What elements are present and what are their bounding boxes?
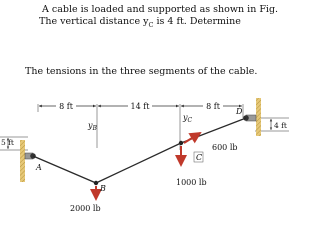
problem-line-2-text: The vertical distance y (39, 16, 149, 27)
label-d: D (236, 107, 243, 116)
problem-line-2-subscript: C (148, 20, 154, 29)
problem-line-2-rest: is 4 ft. Determine (153, 16, 241, 27)
dimension-label-right: 4 ft (274, 121, 287, 130)
wall-d (256, 98, 261, 136)
wall-a (20, 140, 25, 182)
load-arrow-c-horizontal (184, 133, 200, 143)
dimension-label-ab: 8 ft (59, 102, 73, 111)
point-c-node (179, 141, 183, 145)
question-text: The tensions in the three segments of the cable. (25, 66, 258, 77)
dimension-label-left: 5 ft (1, 138, 14, 147)
dimension-label-cd: 8 ft (206, 102, 220, 111)
label-yb (87, 121, 98, 132)
label-yc-subscript: C (187, 117, 193, 124)
load-label-c-horizontal: 600 lb (212, 143, 238, 152)
label-yb-subscript: B (92, 125, 97, 132)
load-label-c-vertical: 1000 lb (176, 178, 207, 187)
label-yc-main: y (183, 113, 188, 122)
dimension-label-bc: 14 ft (130, 102, 150, 111)
label-c: C (196, 153, 203, 162)
label-b: B (100, 184, 106, 193)
problem-line-1-text: A cable is loaded and supported as shown in Fig. (42, 4, 279, 15)
label-a: A (36, 163, 42, 172)
label-yc (182, 113, 193, 124)
load-label-b: 2000 lb (70, 204, 101, 212)
support-d (243, 98, 261, 136)
label-yb-main: y (88, 121, 93, 130)
point-b-node (94, 181, 98, 185)
support-a (20, 140, 36, 182)
